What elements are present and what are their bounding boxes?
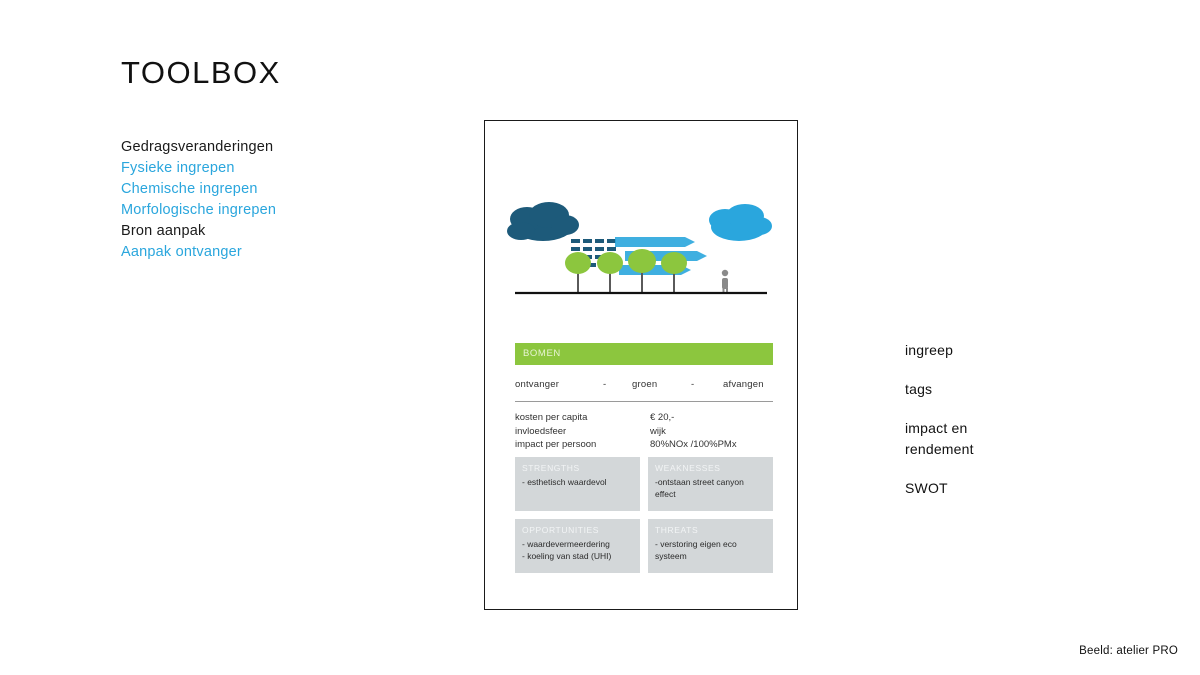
swot-heading: OPPORTUNITIES — [522, 525, 600, 535]
swot-cell-strengths — [515, 457, 640, 511]
list-item[interactable]: Chemische ingrepen — [121, 181, 258, 197]
list-item[interactable]: Morfologische ingrepen — [121, 202, 277, 218]
table-row — [515, 425, 773, 439]
swot-cell-weaknesses — [648, 457, 773, 511]
table-row — [515, 411, 773, 425]
image-credit: Beeld: atelier PRO — [1079, 645, 1178, 657]
tag-ontvanger: ontvanger — [515, 379, 560, 390]
person-icon — [722, 270, 728, 294]
swot-body: - verstoring eigen eco systeem — [655, 539, 737, 561]
swot-grid — [515, 457, 773, 581]
toolbox-card — [484, 120, 798, 610]
swot-cell-opportunities — [515, 519, 640, 573]
swot-body: -ontstaan street canyon effect — [655, 477, 744, 499]
impact-value: wijk — [650, 425, 666, 437]
tag-afvangen: afvangen — [723, 379, 764, 390]
card-illustration — [485, 121, 797, 321]
annotation-ingreep: ingreep — [905, 342, 954, 358]
pollution-cloud-icon — [507, 202, 579, 241]
annotation-tags: tags — [905, 381, 933, 397]
impact-key: invloedsfeer — [515, 425, 567, 437]
list-item[interactable]: Bron aanpak — [121, 223, 206, 239]
impact-value: 80%NOx /100%PMx — [650, 439, 737, 450]
toolbox-category-list — [121, 137, 451, 263]
card-header-bar — [515, 343, 773, 365]
page-title: TOOLBOX — [121, 55, 281, 90]
annotation-impact-rendement: impact en rendement — [905, 420, 974, 457]
tag-groen: groen — [632, 379, 658, 390]
swot-heading: STRENGTHS — [522, 463, 580, 473]
swot-body: - esthetisch waardevol — [522, 477, 607, 487]
impact-key: kosten per capita — [515, 412, 588, 423]
list-item[interactable]: Aanpak ontvanger — [121, 244, 242, 260]
annotation-swot: SWOT — [905, 480, 948, 496]
impact-value: € 20,- — [650, 412, 675, 423]
clean-cloud-icon — [709, 204, 772, 241]
tag-separator: - — [691, 379, 695, 390]
swot-cell-threats — [648, 519, 773, 573]
list-item[interactable]: Gedragsveranderingen — [121, 139, 274, 155]
impact-key: impact per persoon — [515, 439, 597, 450]
tag-separator: - — [603, 379, 607, 390]
impact-table — [515, 411, 773, 452]
card-tags-row — [515, 379, 773, 402]
list-item[interactable]: Fysieke ingrepen — [121, 160, 235, 176]
card-header-label: BOMEN — [523, 348, 561, 359]
swot-heading: THREATS — [655, 525, 699, 535]
airflow-arrows — [615, 237, 707, 275]
table-row — [515, 438, 773, 452]
swot-heading: WEAKNESSES — [655, 463, 721, 473]
swot-body: - waardevermeerdering - koeling van stad (UHI) — [522, 539, 612, 561]
annotation-labels — [905, 340, 1135, 517]
